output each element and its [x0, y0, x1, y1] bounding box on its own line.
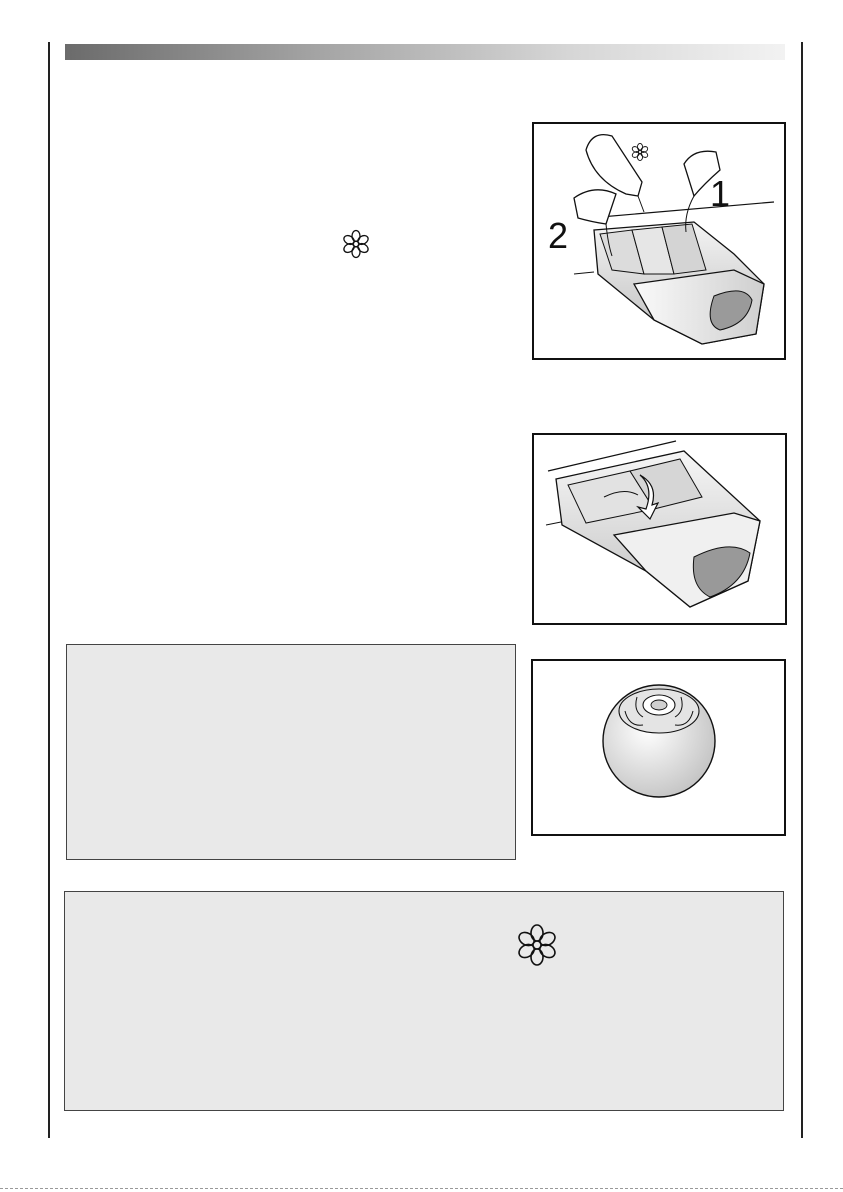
compartment-label-2: 2: [548, 215, 569, 256]
dosing-ball-icon: [533, 661, 784, 834]
left-margin-line: [48, 42, 50, 1138]
compartment-label-1: 1: [710, 173, 731, 214]
note-box-lower: [64, 891, 784, 1111]
dispenser-fill-illustration: [534, 124, 784, 358]
note-box-upper: [66, 644, 516, 860]
header-bar: [65, 44, 785, 60]
page-bottom-rule: [0, 1188, 843, 1189]
dispenser-insert-illustration: [534, 435, 785, 623]
figure-dosing-ball: [531, 659, 786, 836]
flower-softener-icon: [517, 923, 557, 967]
flower-softener-icon: [342, 229, 370, 259]
right-margin-line: [801, 42, 803, 1138]
figure-dispenser-insert: [532, 433, 787, 625]
figure-dispenser-fill: [532, 122, 786, 360]
